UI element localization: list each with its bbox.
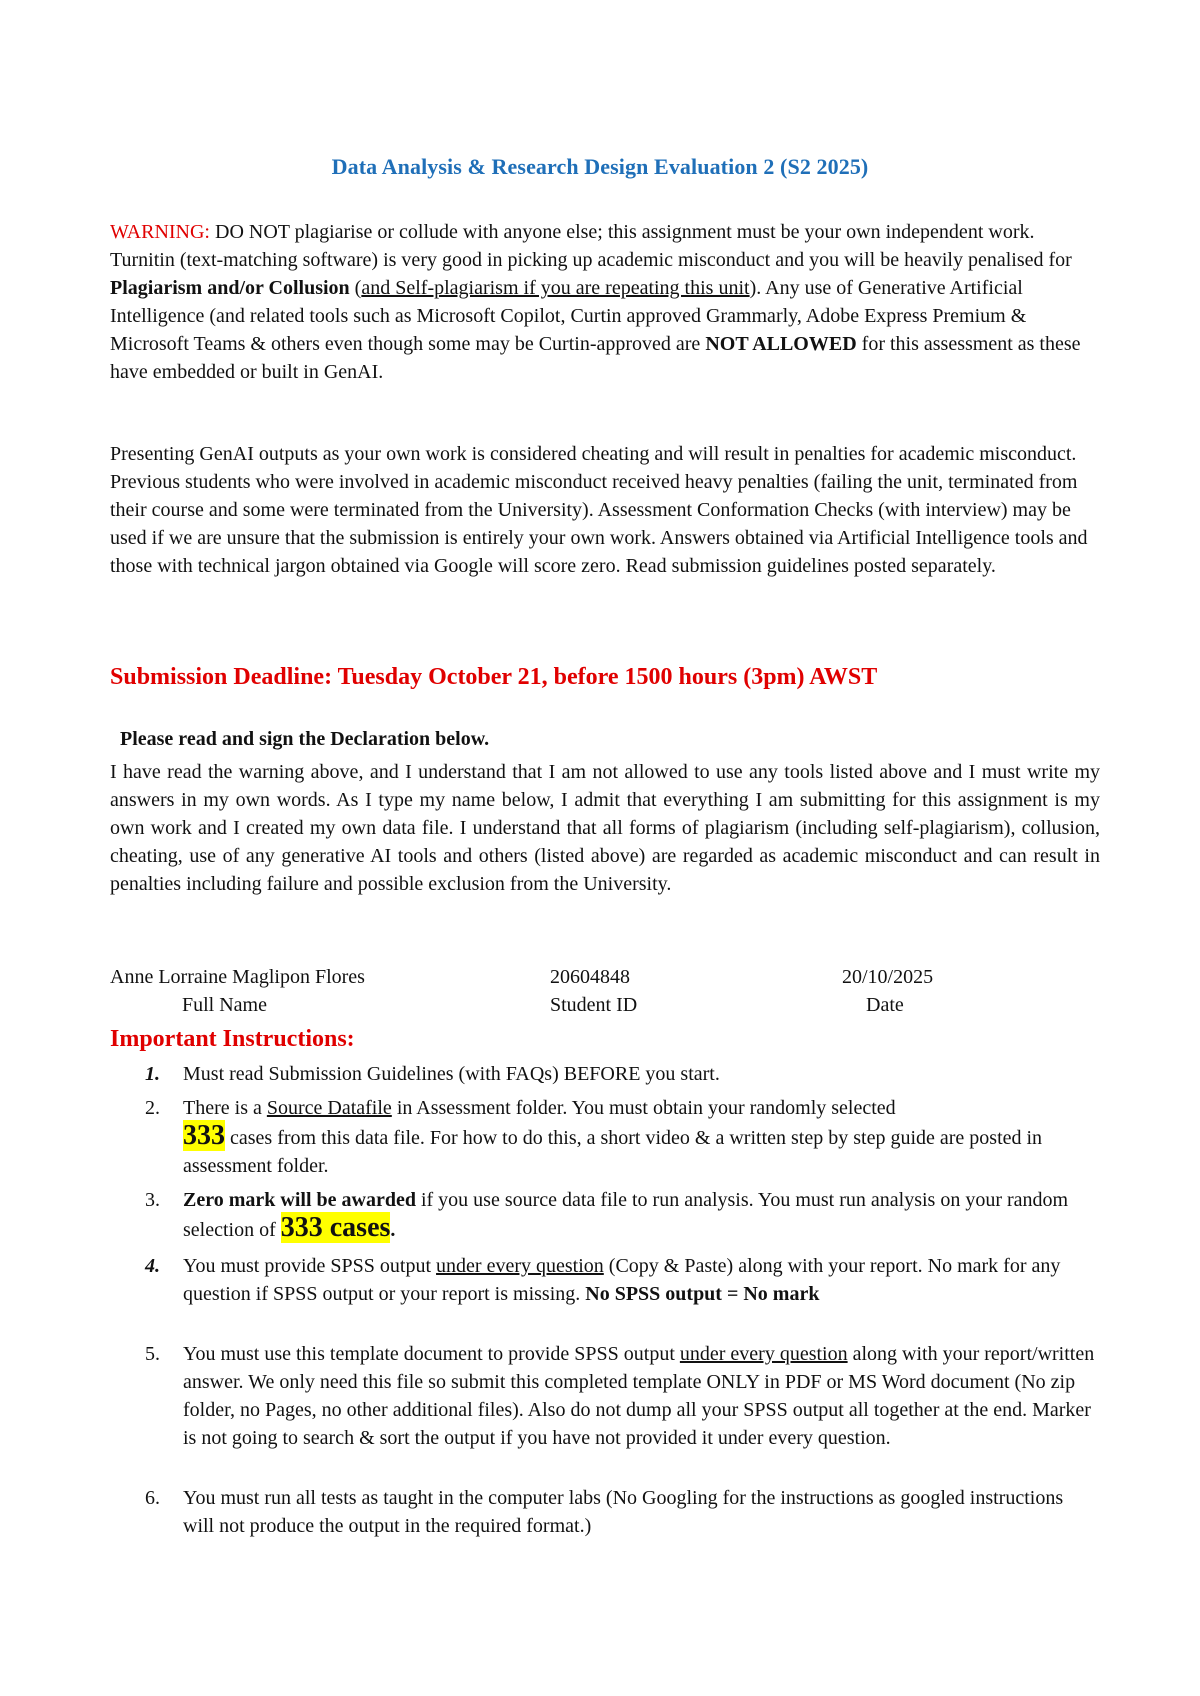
instruction-item [145, 1060, 1098, 1088]
genai-paragraph: Presenting GenAI outputs as your own work is considered cheating and will result in penalties for academic misconduct. Previous students who were involved in academic misconduct received heavy penalties (failing the unit, terminated from their course and some were terminated from the University). Assessment Conformation Checks (with interview) may be used if we are unsure that the submission is entirely your own work. Answers obtained via Artificial Intelligence tools and those with technical jargon obtained via Google will score zero. Read submission guidelines posted separately. [110, 443, 1088, 577]
instruction-period: . [390, 1219, 396, 1241]
warning-text: for this assessment as these have embedded or built in GenAI. [110, 333, 1081, 383]
instruction-number: 3. [145, 1189, 160, 1211]
instruction-item [145, 1484, 1098, 1540]
signature-date: 20/10/2025 [842, 966, 934, 988]
instruction-number: 4. [145, 1255, 160, 1277]
warning-label: WARNING: [110, 221, 210, 243]
warning-bold-not-allowed: NOT ALLOWED [705, 333, 857, 355]
instruction-item [145, 1340, 1098, 1452]
source-datafile-underline: Source Datafile [266, 1097, 392, 1119]
label-date: Date [866, 994, 904, 1016]
instruction-text: (Copy & Paste) along with your report. No mark for any question if SPSS output or your report is missing. [183, 1255, 1061, 1305]
warning-bold-plagiarism: Plagiarism and/or Collusion [110, 277, 350, 299]
declaration-heading: Please read and sign the Declaration below. [120, 728, 490, 750]
signature-student-id: 20604848 [550, 966, 630, 988]
instruction-text: in Assessment folder. You must obtain your randomly selected [391, 1097, 896, 1119]
under-every-question-underline: under every question [679, 1343, 848, 1365]
instruction-number: 1. [145, 1063, 160, 1085]
instruction-text: You must provide SPSS output [183, 1255, 437, 1277]
warning-text: DO NOT plagiarise or collude with anyone else; this assignment must be your own independent work. Turnitin (text-matching software) is very good in picking up academic misconduct and you will be heavily penalised for [110, 221, 1072, 271]
instruction-number: 2. [145, 1097, 160, 1119]
label-student-id: Student ID [550, 994, 638, 1016]
page-title: Data Analysis & Research Design Evaluation 2 (S2 2025) [331, 154, 869, 179]
label-full-name: Full Name [182, 994, 267, 1016]
instruction-text: cases from this data file. For how to do this, a short video & a written step by step guide are posted in assessment folder. [183, 1127, 1043, 1177]
warning-text: ). Any use of Generative Artificial Intelligence (and related tools such as Microsoft Copilot, Curtin approved Grammarly, Adobe Express Premium & Microsoft Teams & others even though some may be Curtin-approved are [110, 277, 1027, 355]
instruction-item [145, 1186, 1098, 1244]
instruction-text: along with your report/written answer. We only need this file so submit this completed template ONLY in PDF or MS Word document (No zip folder, no Pages, no other additional files). Also do not dump all your SPSS output all together at the end. Marker is not going to search & sort the output if you have not provided it under every question. [183, 1343, 1095, 1449]
warning-paragraph [110, 218, 1100, 386]
instruction-text: Must read Submission Guidelines (with FAQs) BEFORE you start. [183, 1063, 720, 1085]
instruction-number: 6. [145, 1487, 160, 1509]
submission-deadline: Submission Deadline: Tuesday October 21, before 1500 hours (3pm) AWST [110, 664, 878, 690]
no-spss-output-bold: No SPSS output = No mark [585, 1283, 820, 1305]
instruction-item [145, 1094, 1098, 1180]
instruction-text: if you use source data file to run analysis. You must run analysis on your random selection of [183, 1189, 1069, 1241]
under-every-question-underline: under every question [436, 1255, 604, 1277]
warning-text: ( [349, 277, 362, 299]
warning-underline-self-plagiarism: and Self-plagiarism if you are repeating this unit [361, 277, 750, 299]
instruction-text: You must use this template document to provide SPSS output [183, 1343, 680, 1365]
important-instructions-heading: Important Instructions: [110, 1026, 355, 1052]
instruction-number: 5. [145, 1343, 160, 1365]
cases-highlight: 333 cases [280, 1212, 391, 1243]
case-count-highlight: 333 [183, 1120, 225, 1151]
signature-full-name: Anne Lorraine Maglipon Flores [110, 966, 365, 988]
declaration-text: I have read the warning above, and I understand that I am not allowed to use any tools listed above and I must write my answers in my own words. As I type my name below, I admit that everything I am submitting for this assignment is my own work and I created my own data file. I understand that all forms of plagiarism (including self-plagiarism), collusion, cheating, use of any generative AI tools and others (listed above) are regarded as academic misconduct and can result in penalties including failure and possible exclusion from the University. [110, 761, 1100, 895]
zero-mark-bold: Zero mark will be awarded [183, 1189, 416, 1211]
instruction-item [145, 1252, 1098, 1308]
instruction-text: There is a [183, 1097, 267, 1119]
instruction-text: You must run all tests as taught in the computer labs (No Googling for the instructions as googled instructions will not produce the output in the required format.) [183, 1487, 1064, 1537]
